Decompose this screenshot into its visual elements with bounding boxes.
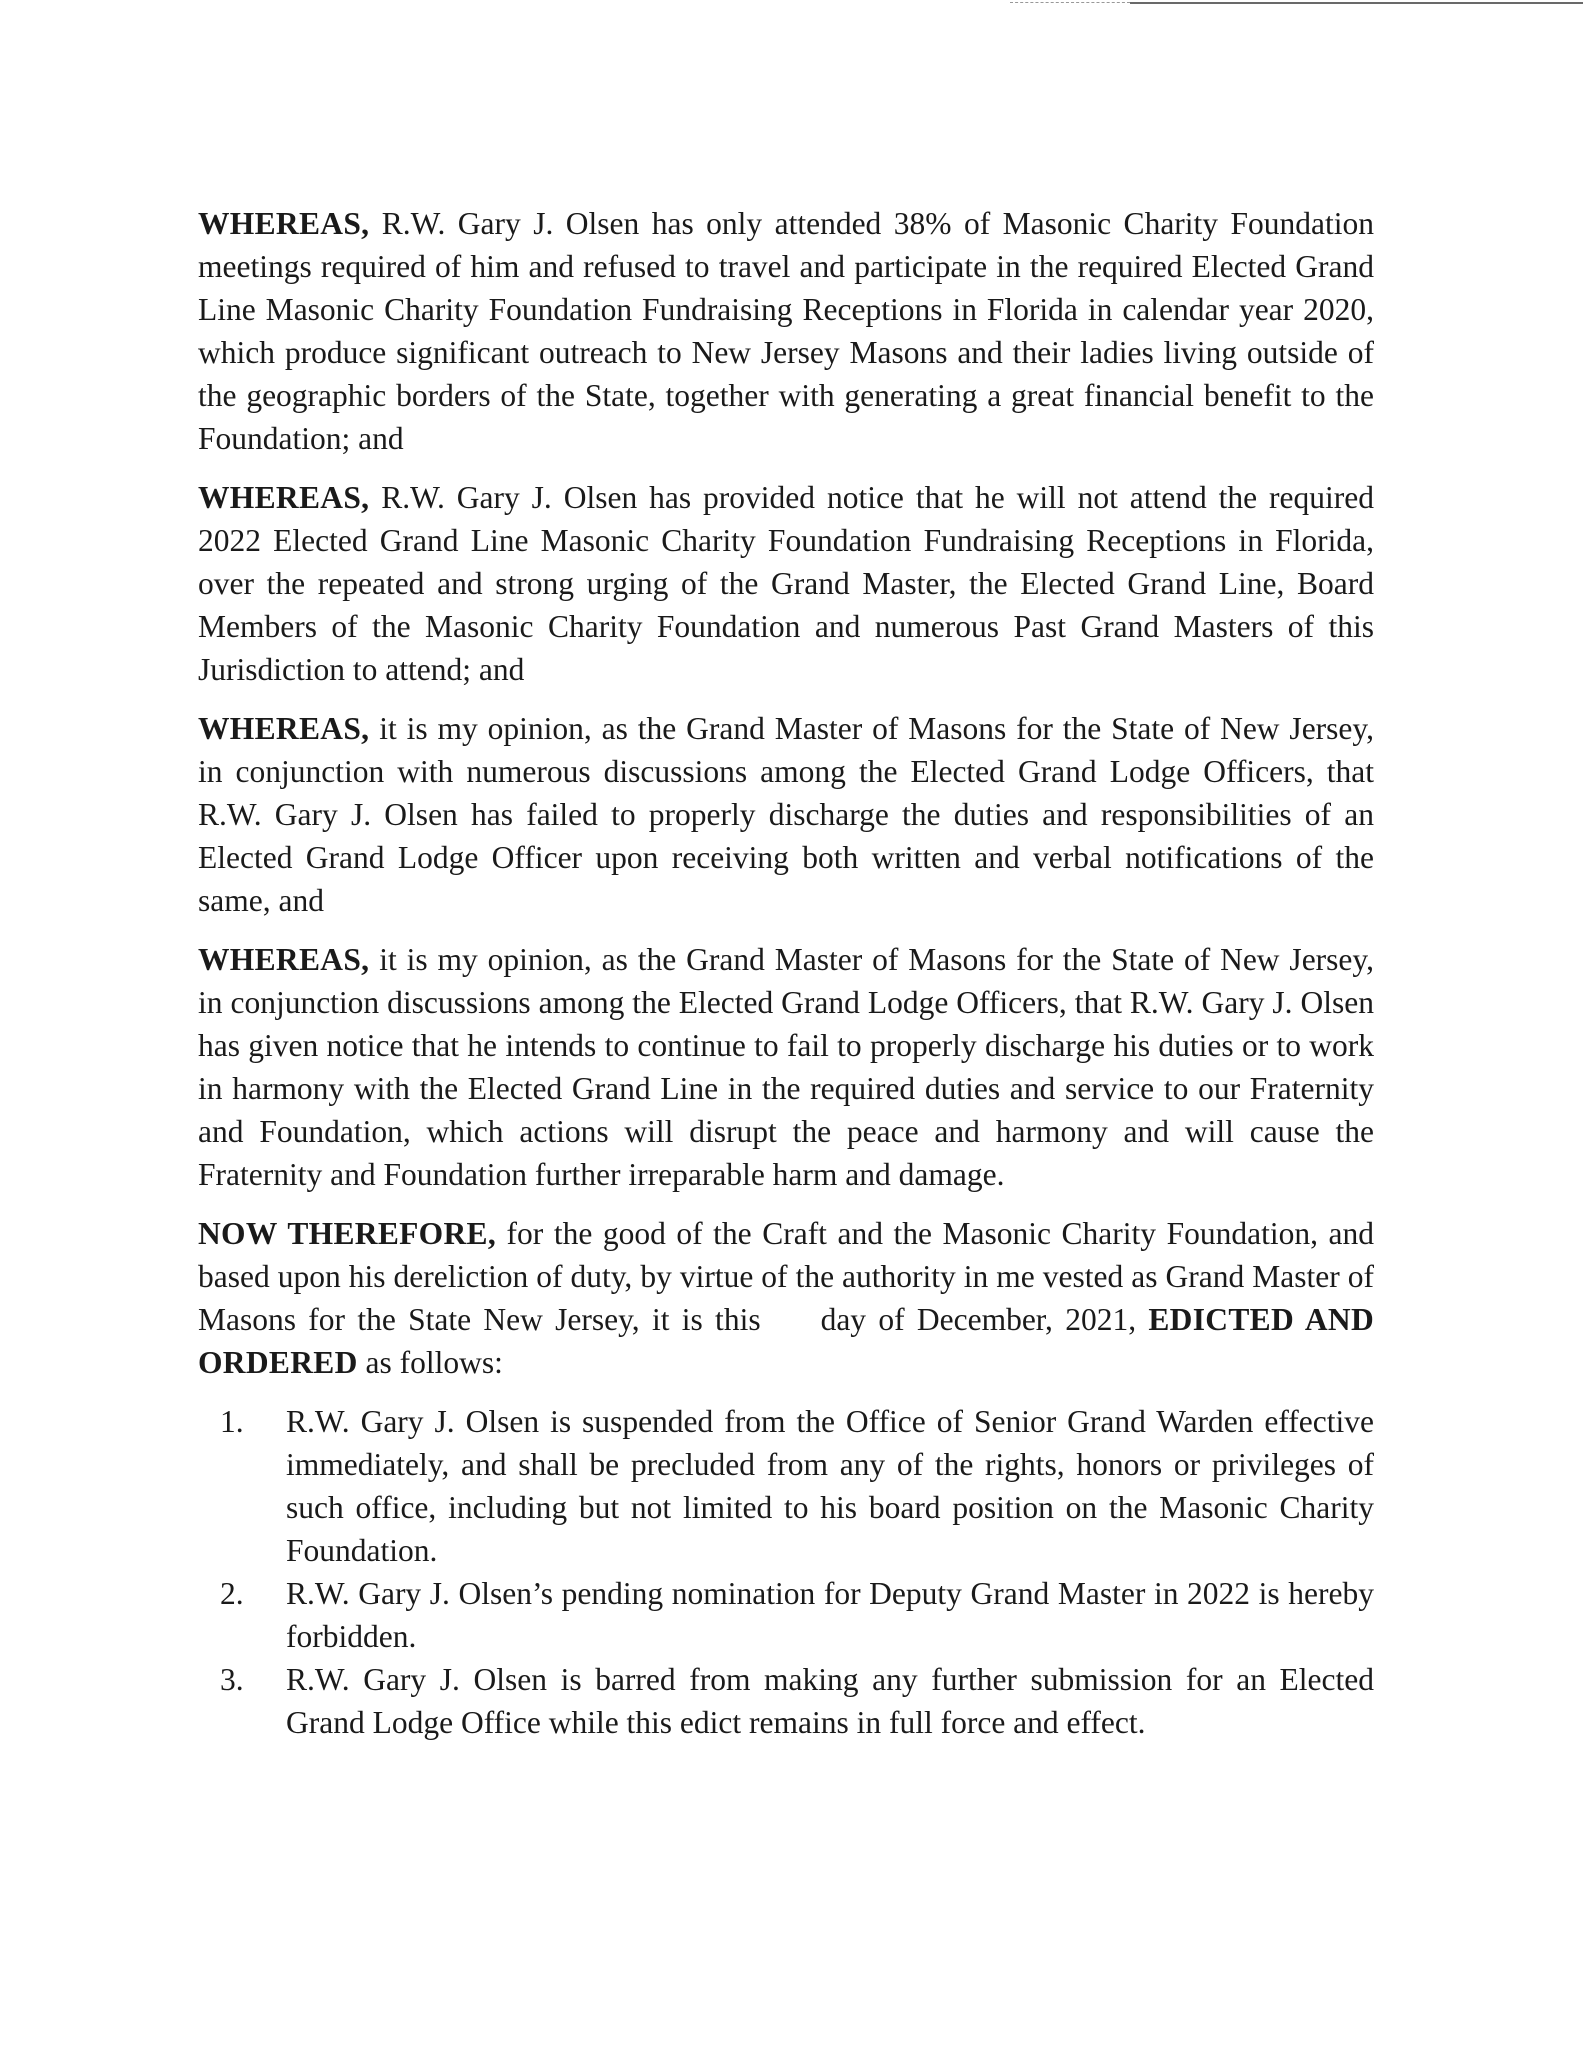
- order-item-3: [198, 1658, 1374, 1744]
- paragraph-text: it is my opinion, as the Grand Master of Masons for the State of New Jersey, in conjunction discussions among the Elected Grand Lodge Officers, that R.W. Gary J. Olsen has given notice that he intends to continue to fail to properly discharge his duties or to work in harmony with the Elected Grand Line in the required duties and service to our Fraternity and Foundation, which actions will disrupt the peace and harmony and will cause the Fraternity and Foundation further irreparable harm and damage.: [198, 942, 1374, 1192]
- orders-list: [198, 1400, 1374, 1744]
- paragraph-lead: NOW THEREFORE,: [198, 1216, 497, 1251]
- paragraph-lead: WHEREAS,: [198, 206, 370, 241]
- whereas-paragraph-1: [198, 202, 1374, 460]
- paragraph-text: R.W. Gary J. Olsen has provided notice that he will not attend the required 2022 Elected Grand Line Masonic Charity Foundation Fundraising Receptions in Florida, over the repeated and strong urging of the Grand Master, the Elected Grand Line, Board Members of the Masonic Charity Foundation and numerous Past Grand Masters of this Jurisdiction to attend; and: [198, 480, 1374, 687]
- paragraph-text: it is my opinion, as the Grand Master of Masons for the State of New Jersey, in conjunction with numerous discussions among the Elected Grand Lodge Officers, that R.W. Gary J. Olsen has failed to properly discharge the duties and responsibilities of an Elected Grand Lodge Officer upon receiving both written and verbal notifications of the same, and: [198, 711, 1374, 918]
- paragraph-text-end: as follows:: [357, 1345, 503, 1380]
- paragraph-text-continued: day of December, 2021,: [820, 1302, 1149, 1337]
- edict-body: [198, 202, 1374, 1744]
- order-number: 1.: [220, 1404, 244, 1439]
- order-number: 2.: [220, 1576, 244, 1611]
- order-number: 3.: [220, 1662, 244, 1697]
- scan-edge-line: [1130, 2, 1583, 4]
- edicted-and-ordered: EDICTED AND ORDERED: [198, 1302, 1375, 1380]
- paragraph-lead: WHEREAS,: [198, 480, 370, 515]
- order-text: R.W. Gary J. Olsen’s pending nomination for Deputy Grand Master in 2022 is hereby forbidden.: [286, 1576, 1374, 1654]
- whereas-paragraph-2: [198, 476, 1374, 691]
- paragraph-lead: WHEREAS,: [198, 942, 370, 977]
- now-therefore-paragraph: [198, 1212, 1374, 1384]
- whereas-paragraph-4: [198, 938, 1374, 1196]
- paragraph-text: for the good of the Craft and the Masonic Charity Foundation, and based upon his dereliction of duty, by virtue of the authority in me vested as Grand Master of Masons for the State New Jersey, it is this: [198, 1216, 1374, 1337]
- paragraph-lead: WHEREAS,: [198, 711, 370, 746]
- order-text: R.W. Gary J. Olsen is barred from making any further submission for an Elected Grand Lodge Office while this edict remains in full force and effect.: [286, 1662, 1374, 1740]
- order-text: R.W. Gary J. Olsen is suspended from the Office of Senior Grand Warden effective immediately, and shall be precluded from any of the rights, honors or privileges of such office, including but not limited to his board position on the Masonic Charity Foundation.: [286, 1404, 1374, 1568]
- scan-edge-mark: [1010, 2, 1130, 3]
- order-item-2: [198, 1572, 1374, 1658]
- paragraph-text: R.W. Gary J. Olsen has only attended 38% of Masonic Charity Foundation meetings required of him and refused to travel and participate in the required Elected Grand Line Masonic Charity Foundation Fundraising Receptions in Florida in calendar year 2020, which produce significant outreach to New Jersey Masons and their ladies living outside of the geographic borders of the State, together with generating a great financial benefit to the Foundation; and: [198, 206, 1374, 456]
- order-item-1: [198, 1400, 1374, 1572]
- whereas-paragraph-3: [198, 707, 1374, 922]
